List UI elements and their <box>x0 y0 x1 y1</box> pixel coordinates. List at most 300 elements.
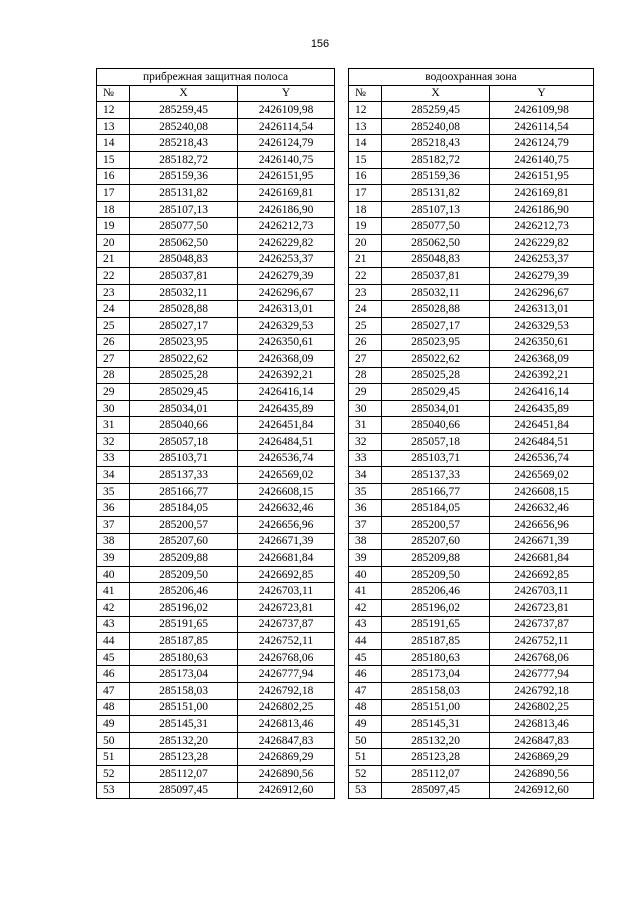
left-x-value: 285151,00 <box>130 699 238 716</box>
table-row <box>97 434 594 451</box>
left-x-value: 285040,66 <box>130 417 238 434</box>
table-row <box>97 334 594 351</box>
right-point-number: 17 <box>349 185 382 202</box>
left-y-value: 2426350,61 <box>238 334 335 351</box>
table-row <box>97 749 594 766</box>
right-point-number: 45 <box>349 649 382 666</box>
column-gap <box>335 351 349 368</box>
left-x-value: 285207,60 <box>130 533 238 550</box>
column-gap <box>335 782 349 799</box>
right-y-value: 2426435,89 <box>490 400 594 417</box>
left-y-value: 2426671,39 <box>238 533 335 550</box>
column-gap <box>335 284 349 301</box>
right-x-value: 285112,07 <box>382 765 490 782</box>
coordinates-table-body <box>97 102 594 799</box>
right-x-value: 285132,20 <box>382 732 490 749</box>
right-point-number: 31 <box>349 417 382 434</box>
left-y-value: 2426109,98 <box>238 102 335 119</box>
table-row <box>97 616 594 633</box>
right-point-number: 50 <box>349 732 382 749</box>
right-y-value: 2426253,37 <box>490 251 594 268</box>
right-point-number: 35 <box>349 483 382 500</box>
left-x-value: 285023,95 <box>130 334 238 351</box>
table-row <box>97 633 594 650</box>
left-y-value: 2426632,46 <box>238 500 335 517</box>
right-x-value: 285166,77 <box>382 483 490 500</box>
table-row <box>97 367 594 384</box>
table-row <box>97 102 594 119</box>
right-point-number: 15 <box>349 151 382 168</box>
left-y-value: 2426768,06 <box>238 649 335 666</box>
left-x-value: 285032,11 <box>130 284 238 301</box>
column-gap <box>335 483 349 500</box>
right-x-value: 285145,31 <box>382 716 490 733</box>
right-y-value: 2426777,94 <box>490 666 594 683</box>
right-x-value: 285182,72 <box>382 151 490 168</box>
column-gap <box>335 583 349 600</box>
column-gap <box>335 85 349 102</box>
left-y-value: 2426151,95 <box>238 168 335 185</box>
page-number: 156 <box>310 38 330 50</box>
right-header-number: № <box>349 85 382 102</box>
right-point-number: 18 <box>349 201 382 218</box>
table-row <box>97 185 594 202</box>
left-point-number: 35 <box>97 483 130 500</box>
left-point-number: 23 <box>97 284 130 301</box>
left-point-number: 38 <box>97 533 130 550</box>
left-x-value: 285206,46 <box>130 583 238 600</box>
table-row <box>97 151 594 168</box>
left-y-value: 2426792,18 <box>238 682 335 699</box>
left-point-number: 25 <box>97 317 130 334</box>
right-x-value: 285184,05 <box>382 500 490 517</box>
column-gap <box>335 400 349 417</box>
left-y-value: 2426124,79 <box>238 135 335 152</box>
right-x-value: 285200,57 <box>382 517 490 534</box>
left-point-number: 52 <box>97 765 130 782</box>
left-x-value: 285158,03 <box>130 682 238 699</box>
right-x-value: 285187,85 <box>382 633 490 650</box>
right-y-value: 2426752,11 <box>490 633 594 650</box>
right-x-value: 285158,03 <box>382 682 490 699</box>
left-x-value: 285097,45 <box>130 782 238 799</box>
right-section-title: водоохранная зона <box>349 69 594 86</box>
right-point-number: 21 <box>349 251 382 268</box>
right-x-value: 285207,60 <box>382 533 490 550</box>
column-gap <box>335 649 349 666</box>
table-row <box>97 351 594 368</box>
right-x-value: 285048,83 <box>382 251 490 268</box>
left-y-value: 2426392,21 <box>238 367 335 384</box>
right-y-value: 2426109,98 <box>490 102 594 119</box>
right-y-value: 2426484,51 <box>490 434 594 451</box>
left-y-value: 2426253,37 <box>238 251 335 268</box>
left-x-value: 285123,28 <box>130 749 238 766</box>
right-y-value: 2426229,82 <box>490 234 594 251</box>
left-x-value: 285057,18 <box>130 434 238 451</box>
right-x-value: 285062,50 <box>382 234 490 251</box>
left-point-number: 36 <box>97 500 130 517</box>
left-y-value: 2426416,14 <box>238 384 335 401</box>
right-x-value: 285218,43 <box>382 135 490 152</box>
right-point-number: 16 <box>349 168 382 185</box>
table-row <box>97 765 594 782</box>
right-point-number: 26 <box>349 334 382 351</box>
right-y-value: 2426416,14 <box>490 384 594 401</box>
right-x-value: 285027,17 <box>382 317 490 334</box>
left-point-number: 12 <box>97 102 130 119</box>
column-gap <box>335 301 349 318</box>
left-y-value: 2426329,53 <box>238 317 335 334</box>
left-point-number: 17 <box>97 185 130 202</box>
left-y-value: 2426451,84 <box>238 417 335 434</box>
column-gap <box>335 434 349 451</box>
right-y-value: 2426169,81 <box>490 185 594 202</box>
right-y-value: 2426813,46 <box>490 716 594 733</box>
left-x-value: 285022,62 <box>130 351 238 368</box>
right-x-value: 285023,95 <box>382 334 490 351</box>
right-x-value: 285206,46 <box>382 583 490 600</box>
left-point-number: 24 <box>97 301 130 318</box>
left-x-value: 285145,31 <box>130 716 238 733</box>
right-point-number: 46 <box>349 666 382 683</box>
left-point-number: 34 <box>97 467 130 484</box>
table-row <box>97 716 594 733</box>
left-point-number: 45 <box>97 649 130 666</box>
left-x-value: 285028,88 <box>130 301 238 318</box>
right-point-number: 34 <box>349 467 382 484</box>
table-row <box>97 168 594 185</box>
table-row <box>97 284 594 301</box>
left-y-value: 2426536,74 <box>238 450 335 467</box>
table-row <box>97 666 594 683</box>
right-x-value: 285240,08 <box>382 118 490 135</box>
left-x-value: 285173,04 <box>130 666 238 683</box>
table-row <box>97 135 594 152</box>
right-x-value: 285173,04 <box>382 666 490 683</box>
right-x-value: 285123,28 <box>382 749 490 766</box>
left-point-number: 47 <box>97 682 130 699</box>
right-y-value: 2426681,84 <box>490 550 594 567</box>
left-x-value: 285131,82 <box>130 185 238 202</box>
left-x-value: 285025,28 <box>130 367 238 384</box>
right-x-value: 285040,66 <box>382 417 490 434</box>
table-row <box>97 583 594 600</box>
left-x-value: 285196,02 <box>130 600 238 617</box>
right-point-number: 51 <box>349 749 382 766</box>
right-y-value: 2426296,67 <box>490 284 594 301</box>
column-gap <box>335 716 349 733</box>
right-y-value: 2426392,21 <box>490 367 594 384</box>
column-gap <box>335 268 349 285</box>
left-y-value: 2426847,83 <box>238 732 335 749</box>
table-row <box>97 649 594 666</box>
column-gap <box>335 533 349 550</box>
left-point-number: 42 <box>97 600 130 617</box>
right-y-value: 2426723,81 <box>490 600 594 617</box>
table-row <box>97 317 594 334</box>
right-point-number: 41 <box>349 583 382 600</box>
left-x-value: 285062,50 <box>130 234 238 251</box>
right-y-value: 2426802,25 <box>490 699 594 716</box>
column-gap <box>335 682 349 699</box>
right-y-value: 2426313,01 <box>490 301 594 318</box>
column-gap <box>335 218 349 235</box>
right-point-number: 44 <box>349 633 382 650</box>
left-point-number: 33 <box>97 450 130 467</box>
left-y-value: 2426229,82 <box>238 234 335 251</box>
left-point-number: 28 <box>97 367 130 384</box>
left-point-number: 21 <box>97 251 130 268</box>
right-y-value: 2426368,09 <box>490 351 594 368</box>
table-row <box>97 417 594 434</box>
right-x-value: 285159,36 <box>382 168 490 185</box>
section-title-row <box>97 69 594 86</box>
right-x-value: 285191,65 <box>382 616 490 633</box>
right-point-number: 39 <box>349 550 382 567</box>
left-point-number: 32 <box>97 434 130 451</box>
right-x-value: 285028,88 <box>382 301 490 318</box>
right-point-number: 13 <box>349 118 382 135</box>
left-x-value: 285034,01 <box>130 400 238 417</box>
left-point-number: 18 <box>97 201 130 218</box>
column-gap <box>335 550 349 567</box>
table-row <box>97 450 594 467</box>
right-point-number: 27 <box>349 351 382 368</box>
right-point-number: 53 <box>349 782 382 799</box>
left-y-value: 2426777,94 <box>238 666 335 683</box>
right-x-value: 285022,62 <box>382 351 490 368</box>
left-point-number: 50 <box>97 732 130 749</box>
column-gap <box>335 417 349 434</box>
right-y-value: 2426792,18 <box>490 682 594 699</box>
left-y-value: 2426737,87 <box>238 616 335 633</box>
left-point-number: 53 <box>97 782 130 799</box>
column-gap <box>335 699 349 716</box>
column-gap <box>335 102 349 119</box>
left-x-value: 285180,63 <box>130 649 238 666</box>
right-x-value: 285097,45 <box>382 782 490 799</box>
right-y-value: 2426632,46 <box>490 500 594 517</box>
left-y-value: 2426114,54 <box>238 118 335 135</box>
right-point-number: 23 <box>349 284 382 301</box>
right-point-number: 22 <box>349 268 382 285</box>
table-row <box>97 517 594 534</box>
right-point-number: 33 <box>349 450 382 467</box>
left-x-value: 285209,88 <box>130 550 238 567</box>
left-x-value: 285112,07 <box>130 765 238 782</box>
left-y-value: 2426313,01 <box>238 301 335 318</box>
right-y-value: 2426656,96 <box>490 517 594 534</box>
right-point-number: 52 <box>349 765 382 782</box>
right-x-value: 285032,11 <box>382 284 490 301</box>
left-point-number: 22 <box>97 268 130 285</box>
right-point-number: 37 <box>349 517 382 534</box>
right-y-value: 2426151,95 <box>490 168 594 185</box>
left-x-value: 285077,50 <box>130 218 238 235</box>
left-point-number: 29 <box>97 384 130 401</box>
right-point-number: 40 <box>349 566 382 583</box>
right-header-x: X <box>382 85 490 102</box>
right-x-value: 285209,50 <box>382 566 490 583</box>
left-y-value: 2426296,67 <box>238 284 335 301</box>
right-x-value: 285131,82 <box>382 185 490 202</box>
left-y-value: 2426656,96 <box>238 517 335 534</box>
left-x-value: 285209,50 <box>130 566 238 583</box>
table-row <box>97 782 594 799</box>
left-point-number: 41 <box>97 583 130 600</box>
right-y-value: 2426536,74 <box>490 450 594 467</box>
right-y-value: 2426912,60 <box>490 782 594 799</box>
right-y-value: 2426124,79 <box>490 135 594 152</box>
table-row <box>97 600 594 617</box>
column-gap <box>335 367 349 384</box>
right-point-number: 25 <box>349 317 382 334</box>
right-y-value: 2426890,56 <box>490 765 594 782</box>
left-x-value: 285029,45 <box>130 384 238 401</box>
left-x-value: 285137,33 <box>130 467 238 484</box>
right-x-value: 285034,01 <box>382 400 490 417</box>
column-gap <box>335 749 349 766</box>
left-x-value: 285159,36 <box>130 168 238 185</box>
table-row <box>97 550 594 567</box>
left-y-value: 2426186,90 <box>238 201 335 218</box>
right-point-number: 47 <box>349 682 382 699</box>
left-y-value: 2426681,84 <box>238 550 335 567</box>
left-y-value: 2426569,02 <box>238 467 335 484</box>
left-y-value: 2426169,81 <box>238 185 335 202</box>
left-y-value: 2426484,51 <box>238 434 335 451</box>
left-x-value: 285184,05 <box>130 500 238 517</box>
table-row <box>97 467 594 484</box>
right-point-number: 48 <box>349 699 382 716</box>
table-row <box>97 268 594 285</box>
left-point-number: 15 <box>97 151 130 168</box>
left-y-value: 2426723,81 <box>238 600 335 617</box>
column-gap <box>335 732 349 749</box>
right-point-number: 42 <box>349 600 382 617</box>
left-x-value: 285107,13 <box>130 201 238 218</box>
left-header-number: № <box>97 85 130 102</box>
right-point-number: 20 <box>349 234 382 251</box>
left-y-value: 2426869,29 <box>238 749 335 766</box>
left-x-value: 285200,57 <box>130 517 238 534</box>
right-point-number: 49 <box>349 716 382 733</box>
column-gap <box>335 517 349 534</box>
left-y-value: 2426890,56 <box>238 765 335 782</box>
right-x-value: 285259,45 <box>382 102 490 119</box>
table-row <box>97 301 594 318</box>
column-gap <box>335 201 349 218</box>
left-point-number: 48 <box>97 699 130 716</box>
column-gap <box>335 500 349 517</box>
right-y-value: 2426451,84 <box>490 417 594 434</box>
right-y-value: 2426869,29 <box>490 749 594 766</box>
right-x-value: 285137,33 <box>382 467 490 484</box>
left-x-value: 285240,08 <box>130 118 238 135</box>
right-y-value: 2426140,75 <box>490 151 594 168</box>
column-gap <box>335 765 349 782</box>
column-header-row <box>97 85 594 102</box>
left-point-number: 51 <box>97 749 130 766</box>
column-gap <box>335 185 349 202</box>
right-point-number: 12 <box>349 102 382 119</box>
column-gap <box>335 384 349 401</box>
left-point-number: 16 <box>97 168 130 185</box>
right-x-value: 285103,71 <box>382 450 490 467</box>
left-x-value: 285132,20 <box>130 732 238 749</box>
column-gap <box>335 234 349 251</box>
right-x-value: 285029,45 <box>382 384 490 401</box>
left-point-number: 49 <box>97 716 130 733</box>
left-y-value: 2426608,15 <box>238 483 335 500</box>
left-point-number: 13 <box>97 118 130 135</box>
right-x-value: 285077,50 <box>382 218 490 235</box>
table-row <box>97 566 594 583</box>
left-y-value: 2426912,60 <box>238 782 335 799</box>
right-point-number: 19 <box>349 218 382 235</box>
column-gap <box>335 135 349 152</box>
left-x-value: 285027,17 <box>130 317 238 334</box>
right-point-number: 32 <box>349 434 382 451</box>
left-point-number: 30 <box>97 400 130 417</box>
left-y-value: 2426212,73 <box>238 218 335 235</box>
left-y-value: 2426813,46 <box>238 716 335 733</box>
coordinates-table <box>96 68 594 799</box>
table-row <box>97 201 594 218</box>
left-y-value: 2426279,39 <box>238 268 335 285</box>
column-gap <box>335 251 349 268</box>
right-y-value: 2426329,53 <box>490 317 594 334</box>
right-header-y: Y <box>490 85 594 102</box>
table-row <box>97 699 594 716</box>
left-point-number: 14 <box>97 135 130 152</box>
column-gap <box>335 334 349 351</box>
right-point-number: 43 <box>349 616 382 633</box>
right-x-value: 285057,18 <box>382 434 490 451</box>
left-point-number: 37 <box>97 517 130 534</box>
left-y-value: 2426435,89 <box>238 400 335 417</box>
table-row <box>97 234 594 251</box>
column-gap <box>335 168 349 185</box>
right-x-value: 285037,81 <box>382 268 490 285</box>
left-y-value: 2426140,75 <box>238 151 335 168</box>
left-x-value: 285166,77 <box>130 483 238 500</box>
right-y-value: 2426692,85 <box>490 566 594 583</box>
column-gap <box>335 666 349 683</box>
right-point-number: 36 <box>349 500 382 517</box>
left-point-number: 19 <box>97 218 130 235</box>
right-x-value: 285209,88 <box>382 550 490 567</box>
right-y-value: 2426114,54 <box>490 118 594 135</box>
left-point-number: 44 <box>97 633 130 650</box>
right-y-value: 2426768,06 <box>490 649 594 666</box>
left-y-value: 2426692,85 <box>238 566 335 583</box>
left-point-number: 46 <box>97 666 130 683</box>
right-point-number: 24 <box>349 301 382 318</box>
right-point-number: 28 <box>349 367 382 384</box>
right-y-value: 2426350,61 <box>490 334 594 351</box>
column-gap <box>335 69 349 86</box>
table-row <box>97 682 594 699</box>
column-gap <box>335 317 349 334</box>
table-row <box>97 400 594 417</box>
left-x-value: 285182,72 <box>130 151 238 168</box>
table-row <box>97 251 594 268</box>
right-y-value: 2426608,15 <box>490 483 594 500</box>
column-gap <box>335 566 349 583</box>
column-gap <box>335 616 349 633</box>
